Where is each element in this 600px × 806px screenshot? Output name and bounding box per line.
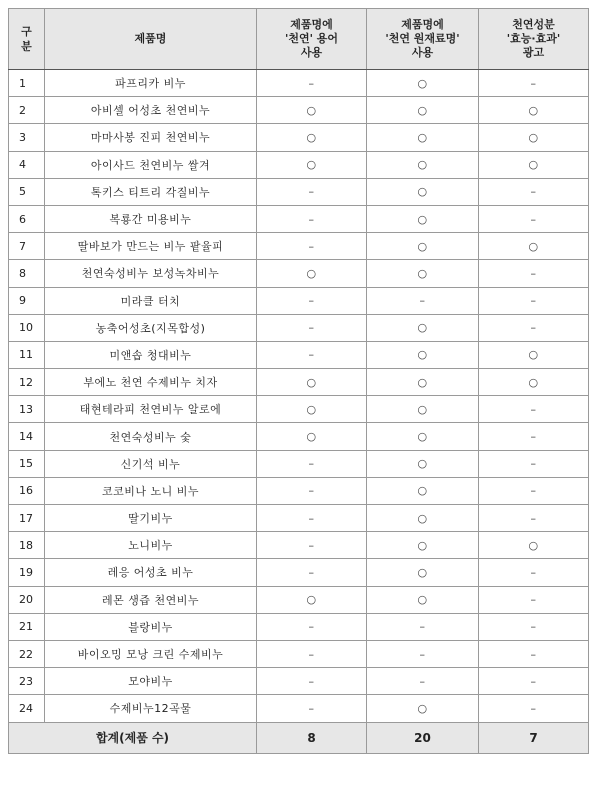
row-efficacy-ad: ○ <box>479 233 589 260</box>
row-natural-term: – <box>257 70 367 97</box>
row-natural-term: ○ <box>257 151 367 178</box>
table-row <box>9 287 589 314</box>
row-product-name: 톡키스 티트리 각질비누 <box>45 178 257 205</box>
row-product-name: 미라클 터치 <box>45 287 257 314</box>
header-natural-ingredient-line3: 사용 <box>411 46 434 59</box>
row-index: 3 <box>9 124 45 151</box>
row-efficacy-ad: ○ <box>479 124 589 151</box>
row-index: 21 <box>9 613 45 640</box>
row-efficacy-ad: – <box>479 260 589 287</box>
totals-efficacy-ad: 7 <box>479 722 589 753</box>
row-index: 22 <box>9 640 45 667</box>
totals-natural-ingredient: 20 <box>367 722 479 753</box>
row-natural-ingredient: ○ <box>367 178 479 205</box>
row-index: 12 <box>9 369 45 396</box>
header-row <box>9 9 589 70</box>
header-natural-term <box>257 9 367 70</box>
row-efficacy-ad: – <box>479 205 589 232</box>
row-index: 8 <box>9 260 45 287</box>
row-product-name: 코코비나 노니 비누 <box>45 477 257 504</box>
table-row <box>9 396 589 423</box>
row-index: 18 <box>9 532 45 559</box>
table-row <box>9 505 589 532</box>
row-index: 14 <box>9 423 45 450</box>
row-product-name: 아비셀 어성초 천연비누 <box>45 97 257 124</box>
row-natural-ingredient: ○ <box>367 314 479 341</box>
row-index: 5 <box>9 178 45 205</box>
row-natural-ingredient: ○ <box>367 341 479 368</box>
totals-natural-term: 8 <box>257 722 367 753</box>
header-natural-ingredient-line2: '천연 원재료명' <box>385 32 460 45</box>
row-natural-term: – <box>257 559 367 586</box>
row-natural-ingredient: ○ <box>367 233 479 260</box>
header-efficacy-ad-line2: '효능·효과' <box>506 32 561 45</box>
row-natural-ingredient: ○ <box>367 260 479 287</box>
table-row <box>9 532 589 559</box>
header-efficacy-ad-line3: 광고 <box>522 46 545 59</box>
row-natural-term: – <box>257 178 367 205</box>
table-row <box>9 423 589 450</box>
row-index: 2 <box>9 97 45 124</box>
row-index: 11 <box>9 341 45 368</box>
row-natural-term: – <box>257 450 367 477</box>
header-natural-term-line2: '천연' 용어 <box>284 32 339 45</box>
row-natural-term: ○ <box>257 396 367 423</box>
table-row <box>9 695 589 722</box>
row-natural-term: ○ <box>257 124 367 151</box>
header-natural-term-line3: 사용 <box>300 46 323 59</box>
table-row <box>9 260 589 287</box>
row-efficacy-ad: – <box>479 640 589 667</box>
row-natural-ingredient: – <box>367 640 479 667</box>
row-natural-ingredient: ○ <box>367 477 479 504</box>
row-natural-ingredient: ○ <box>367 450 479 477</box>
row-natural-term: ○ <box>257 97 367 124</box>
header-natural-term-line1: 제품명에 <box>290 18 333 31</box>
header-efficacy-ad <box>479 9 589 70</box>
row-natural-ingredient: ○ <box>367 505 479 532</box>
row-index: 10 <box>9 314 45 341</box>
row-natural-ingredient: ○ <box>367 532 479 559</box>
row-product-name: 미앤솝 청대비누 <box>45 341 257 368</box>
row-efficacy-ad: – <box>479 613 589 640</box>
row-index: 16 <box>9 477 45 504</box>
row-index: 6 <box>9 205 45 232</box>
row-index: 23 <box>9 668 45 695</box>
row-product-name: 복룡간 미용비누 <box>45 205 257 232</box>
row-product-name: 부에노 천연 수제비누 치자 <box>45 369 257 396</box>
row-efficacy-ad: ○ <box>479 151 589 178</box>
row-product-name: 마마사봉 진피 천연비누 <box>45 124 257 151</box>
row-index: 9 <box>9 287 45 314</box>
row-product-name: 아이사드 천연비누 쌀겨 <box>45 151 257 178</box>
table-row <box>9 97 589 124</box>
row-efficacy-ad: – <box>479 477 589 504</box>
row-efficacy-ad: ○ <box>479 97 589 124</box>
header-index-bottom: 분 <box>21 40 32 53</box>
row-efficacy-ad: – <box>479 695 589 722</box>
totals-row <box>9 722 589 753</box>
table-row <box>9 314 589 341</box>
row-product-name: 태현테라피 천연비누 알로에 <box>45 396 257 423</box>
table-row <box>9 613 589 640</box>
row-natural-term: – <box>257 640 367 667</box>
row-natural-ingredient: ○ <box>367 70 479 97</box>
row-efficacy-ad: – <box>479 178 589 205</box>
row-natural-term: – <box>257 532 367 559</box>
row-efficacy-ad: – <box>479 586 589 613</box>
row-natural-term: ○ <box>257 586 367 613</box>
row-natural-ingredient: ○ <box>367 396 479 423</box>
row-natural-term: – <box>257 505 367 532</box>
row-efficacy-ad: – <box>479 668 589 695</box>
row-natural-term: – <box>257 477 367 504</box>
table-row <box>9 233 589 260</box>
row-product-name: 딸기비누 <box>45 505 257 532</box>
row-index: 4 <box>9 151 45 178</box>
row-natural-ingredient: ○ <box>367 97 479 124</box>
header-product-name: 제품명 <box>45 9 257 70</box>
row-efficacy-ad: – <box>479 450 589 477</box>
row-index: 15 <box>9 450 45 477</box>
header-natural-ingredient <box>367 9 479 70</box>
row-product-name: 모야비누 <box>45 668 257 695</box>
row-product-name: 레응 어성초 비누 <box>45 559 257 586</box>
header-efficacy-ad-line1: 천연성분 <box>512 18 555 31</box>
row-natural-ingredient: – <box>367 613 479 640</box>
product-table <box>8 8 589 754</box>
table-row <box>9 450 589 477</box>
table-row <box>9 369 589 396</box>
row-efficacy-ad: – <box>479 505 589 532</box>
row-product-name: 천연숙성비누 보성녹차비누 <box>45 260 257 287</box>
table-row <box>9 70 589 97</box>
row-natural-ingredient: ○ <box>367 369 479 396</box>
table-row <box>9 151 589 178</box>
row-natural-term: ○ <box>257 260 367 287</box>
row-product-name: 바이오밍 모낭 크린 수제비누 <box>45 640 257 667</box>
totals-label: 합계(제품 수) <box>9 722 257 753</box>
row-natural-ingredient: ○ <box>367 559 479 586</box>
table-row <box>9 668 589 695</box>
table-row <box>9 341 589 368</box>
row-index: 20 <box>9 586 45 613</box>
row-efficacy-ad: – <box>479 559 589 586</box>
row-natural-ingredient: – <box>367 287 479 314</box>
row-index: 19 <box>9 559 45 586</box>
row-efficacy-ad: ○ <box>479 341 589 368</box>
row-natural-term: ○ <box>257 423 367 450</box>
row-index: 7 <box>9 233 45 260</box>
row-efficacy-ad: – <box>479 70 589 97</box>
row-natural-ingredient: ○ <box>367 423 479 450</box>
table-row <box>9 640 589 667</box>
header-natural-ingredient-line1: 제품명에 <box>401 18 444 31</box>
row-product-name: 천연숙성비누 숯 <box>45 423 257 450</box>
row-product-name: 신기석 비누 <box>45 450 257 477</box>
row-natural-ingredient: ○ <box>367 124 479 151</box>
row-natural-term: – <box>257 205 367 232</box>
row-natural-term: – <box>257 668 367 695</box>
row-index: 24 <box>9 695 45 722</box>
row-efficacy-ad: – <box>479 423 589 450</box>
row-natural-term: – <box>257 287 367 314</box>
row-efficacy-ad: – <box>479 287 589 314</box>
row-index: 13 <box>9 396 45 423</box>
row-index: 1 <box>9 70 45 97</box>
row-natural-ingredient: ○ <box>367 695 479 722</box>
row-product-name: 파프리카 비누 <box>45 70 257 97</box>
table-row <box>9 178 589 205</box>
row-product-name: 레몬 생즙 천연비누 <box>45 586 257 613</box>
table-row <box>9 477 589 504</box>
row-efficacy-ad: ○ <box>479 532 589 559</box>
table-body <box>9 70 589 723</box>
row-index: 17 <box>9 505 45 532</box>
row-natural-ingredient: ○ <box>367 205 479 232</box>
row-efficacy-ad: – <box>479 314 589 341</box>
row-natural-ingredient: ○ <box>367 586 479 613</box>
row-efficacy-ad: ○ <box>479 369 589 396</box>
table-row <box>9 559 589 586</box>
header-index-top: 구 <box>21 25 32 38</box>
row-product-name: 노니비누 <box>45 532 257 559</box>
row-natural-term: – <box>257 613 367 640</box>
row-natural-term: ○ <box>257 369 367 396</box>
table-row <box>9 586 589 613</box>
row-product-name: 농축어성초(지목합성) <box>45 314 257 341</box>
table-row <box>9 124 589 151</box>
row-efficacy-ad: – <box>479 396 589 423</box>
row-natural-term: – <box>257 314 367 341</box>
row-product-name: 블랑비누 <box>45 613 257 640</box>
header-index <box>9 9 45 70</box>
table-row <box>9 205 589 232</box>
row-product-name: 수제비누12곡물 <box>45 695 257 722</box>
row-natural-term: – <box>257 233 367 260</box>
row-natural-ingredient: ○ <box>367 151 479 178</box>
row-natural-term: – <box>257 341 367 368</box>
row-natural-term: – <box>257 695 367 722</box>
row-product-name: 딸바보가 만드는 비누 팥율피 <box>45 233 257 260</box>
row-natural-ingredient: – <box>367 668 479 695</box>
